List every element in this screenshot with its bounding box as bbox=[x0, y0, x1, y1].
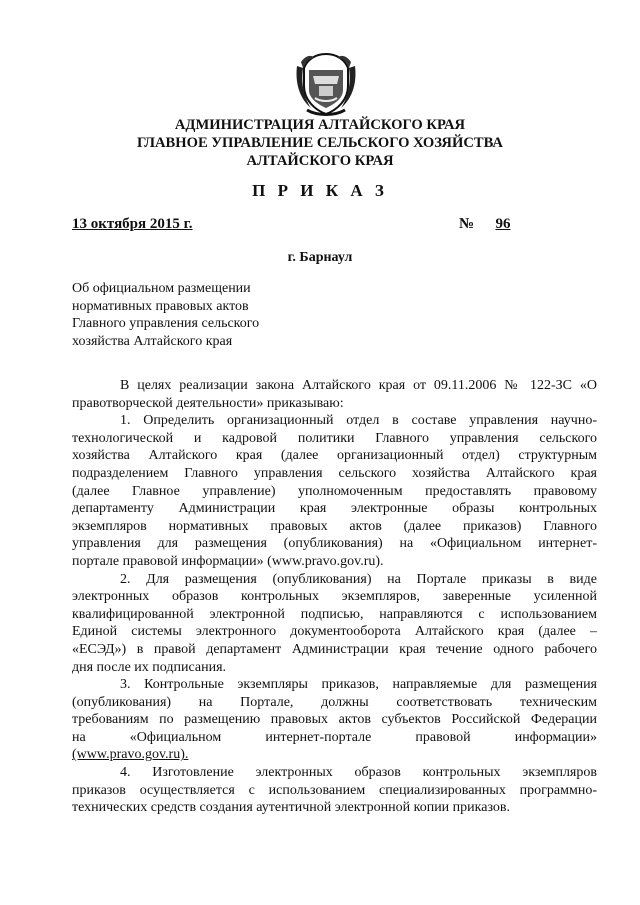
text-line: департаменту Администрации края электронные образы контрольных bbox=[72, 501, 597, 517]
text-line: электронных образов контрольных экземпляров, заверенные усиленной bbox=[72, 589, 597, 605]
text-line: «ЕСЭД») в правой департамент Администрации края течение одного рабочего bbox=[72, 641, 597, 657]
document-date: 13 октября 2015 г. bbox=[72, 216, 193, 232]
number-label: № bbox=[459, 216, 475, 232]
agency-name: АДМИНИСТРАЦИЯ АЛТАЙСКОГО КРАЯ bbox=[174, 117, 466, 133]
text-line: 1. Определить организационный отдел в составе управления научно- bbox=[120, 413, 597, 429]
text-line: 4. Изготовление электронных образов контрольных экземпляров bbox=[120, 765, 597, 781]
paragraph-1 bbox=[72, 412, 597, 570]
portal-link[interactable]: (www.pravo.gov.ru). bbox=[72, 747, 189, 763]
text-line: 3. Контрольные экземпляры приказов, направляемые для размещения bbox=[120, 677, 597, 693]
subject-line: хозяйства Алтайского края bbox=[72, 333, 233, 349]
paragraph-4 bbox=[72, 764, 597, 817]
text-line: экземпляров нормативных правовых актов (далее приказов) Главного bbox=[72, 518, 597, 534]
intro-paragraph bbox=[72, 377, 597, 412]
department-region: АЛТАЙСКОГО КРАЯ bbox=[246, 153, 394, 169]
text-line: (опубликования) на Портале, должны соответствовать техническим bbox=[72, 694, 597, 710]
text-line: хозяйства Алтайского края (далее организационный отдел) структурным bbox=[72, 448, 597, 464]
document-type-title: П Р И К А З bbox=[252, 181, 388, 200]
department-name: ГЛАВНОЕ УПРАВЛЕНИЕ СЕЛЬСКОГО ХОЗЯЙСТВА bbox=[137, 135, 503, 151]
text-line: подразделением Главного управления сельского хозяйства Алтайского края bbox=[72, 465, 597, 481]
paragraph-3 bbox=[72, 676, 597, 764]
text-line: Единой системы электронного документооборота Алтайского края (далее – bbox=[72, 624, 597, 640]
text-line: на «Официальном интернет-портале правовой информации» bbox=[72, 729, 597, 745]
subject-line: Главного управления сельского bbox=[72, 316, 260, 331]
text-line: требованиям по размещению правовых актов субъектов Российской Федерации bbox=[72, 712, 597, 728]
text-line: правотворческой деятельности» приказываю: bbox=[72, 395, 344, 411]
document-subject bbox=[72, 280, 312, 350]
paragraph-2 bbox=[72, 571, 597, 677]
text-line: портале правовой информации» (www.pravo.gov.ru). bbox=[72, 553, 384, 569]
text-line: дня после их подписания. bbox=[72, 659, 227, 675]
text-line: приказов осуществляется с использованием специализированных программно- bbox=[72, 782, 597, 798]
text-line: квалифицированной электронной подписью, направляются с использованием bbox=[72, 606, 597, 622]
text-line: технологической и кадровой политики Главного управления сельского bbox=[72, 430, 597, 446]
text-line: (далее Главное управление) уполномоченным предоставлять правовому bbox=[72, 483, 597, 499]
text-line: технических средств создания аутентичной электронной копии приказов. bbox=[72, 800, 511, 816]
text-line: управления для размещения (опубликования) на «Официальном интернет- bbox=[72, 536, 597, 552]
document-city: г. Барнаул bbox=[287, 250, 353, 265]
document-body bbox=[72, 377, 597, 817]
subject-line: нормативных правовых актов bbox=[72, 298, 249, 314]
subject-line: Об официальном размещении bbox=[72, 281, 251, 296]
text-line: 2. Для размещения (опубликования) на Портале приказы в виде bbox=[120, 571, 597, 587]
text-line: В целях реализации закона Алтайского края от 09.11.2006 № 122-ЗС «О bbox=[120, 378, 597, 393]
coat-of-arms-icon bbox=[293, 52, 359, 116]
document-number: 96 bbox=[495, 216, 511, 232]
